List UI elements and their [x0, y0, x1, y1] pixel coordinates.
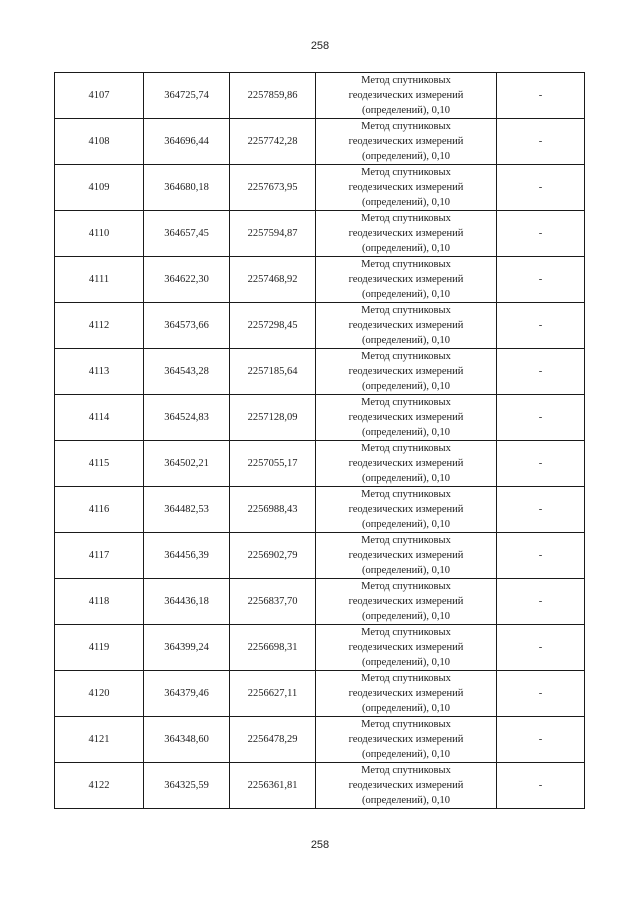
extra-value-cell: - — [497, 303, 585, 349]
x-coordinate-cell: 364482,53 — [144, 487, 230, 533]
method-line: Метод спутниковых — [361, 397, 451, 408]
method-line: (определений), 0,10 — [361, 565, 451, 576]
method-line: Метод спутниковых — [361, 535, 451, 546]
table-row — [55, 165, 585, 211]
method-line: Метод спутниковых — [361, 581, 451, 592]
y-coordinate-cell: 2256478,29 — [230, 717, 316, 763]
extra-value-cell: - — [497, 717, 585, 763]
extra-value-cell: - — [497, 211, 585, 257]
page-number-bottom: 258 — [310, 839, 330, 851]
extra-value-cell: - — [497, 533, 585, 579]
method-cell — [316, 119, 497, 165]
y-coordinate-cell: 2257468,92 — [230, 257, 316, 303]
y-coordinate-cell: 2257128,09 — [230, 395, 316, 441]
y-coordinate-cell: 2257185,64 — [230, 349, 316, 395]
x-coordinate-cell: 364696,44 — [144, 119, 230, 165]
method-line: Метод спутниковых — [361, 489, 451, 500]
method-cell — [316, 625, 497, 671]
method-cell — [316, 165, 497, 211]
method-cell — [316, 763, 497, 809]
method-line: Метод спутниковых — [361, 259, 451, 270]
x-coordinate-cell: 364524,83 — [144, 395, 230, 441]
y-coordinate-cell: 2257673,95 — [230, 165, 316, 211]
table-row — [55, 73, 585, 119]
extra-value-cell: - — [497, 119, 585, 165]
method-line: геодезических измерений — [348, 90, 464, 101]
table-row — [55, 671, 585, 717]
point-number-cell: 4121 — [55, 717, 144, 763]
extra-value-cell: - — [497, 395, 585, 441]
y-coordinate-cell: 2256988,43 — [230, 487, 316, 533]
extra-value-cell: - — [497, 579, 585, 625]
extra-value-cell: - — [497, 671, 585, 717]
point-number-cell: 4117 — [55, 533, 144, 579]
method-line: геодезических измерений — [348, 412, 464, 423]
method-line: Метод спутниковых — [361, 305, 451, 316]
method-line: Метод спутниковых — [361, 765, 451, 776]
x-coordinate-cell: 364680,18 — [144, 165, 230, 211]
method-cell — [316, 533, 497, 579]
extra-value-cell: - — [497, 73, 585, 119]
x-coordinate-cell: 364348,60 — [144, 717, 230, 763]
method-cell — [316, 671, 497, 717]
y-coordinate-cell: 2256902,79 — [230, 533, 316, 579]
method-line: геодезических измерений — [348, 550, 464, 561]
y-coordinate-cell: 2257594,87 — [230, 211, 316, 257]
method-line: геодезических измерений — [348, 228, 464, 239]
method-line: (определений), 0,10 — [361, 243, 451, 254]
method-line: геодезических измерений — [348, 688, 464, 699]
method-line: Метод спутниковых — [361, 75, 451, 86]
method-line: (определений), 0,10 — [361, 657, 451, 668]
table-row — [55, 349, 585, 395]
method-line: Метод спутниковых — [361, 121, 451, 132]
method-line: геодезических измерений — [348, 734, 464, 745]
method-line: Метод спутниковых — [361, 443, 451, 454]
method-cell — [316, 441, 497, 487]
point-number-cell: 4120 — [55, 671, 144, 717]
page-number-top: 258 — [310, 40, 330, 52]
x-coordinate-cell: 364622,30 — [144, 257, 230, 303]
table-row — [55, 211, 585, 257]
point-number-cell: 4114 — [55, 395, 144, 441]
x-coordinate-cell: 364502,21 — [144, 441, 230, 487]
method-line: (определений), 0,10 — [361, 473, 451, 484]
method-line: Метод спутниковых — [361, 719, 451, 730]
point-number-cell: 4107 — [55, 73, 144, 119]
method-line: Метод спутниковых — [361, 351, 451, 362]
table-row — [55, 763, 585, 809]
method-cell — [316, 717, 497, 763]
method-line: (определений), 0,10 — [361, 197, 451, 208]
y-coordinate-cell: 2256627,11 — [230, 671, 316, 717]
point-number-cell: 4115 — [55, 441, 144, 487]
y-coordinate-cell: 2256361,81 — [230, 763, 316, 809]
x-coordinate-cell: 364657,45 — [144, 211, 230, 257]
x-coordinate-cell: 364573,66 — [144, 303, 230, 349]
table-row — [55, 119, 585, 165]
y-coordinate-cell: 2257055,17 — [230, 441, 316, 487]
method-line: Метод спутниковых — [361, 673, 451, 684]
method-line: геодезических измерений — [348, 182, 464, 193]
method-cell — [316, 487, 497, 533]
method-line: геодезических измерений — [348, 504, 464, 515]
method-line: геодезических измерений — [348, 136, 464, 147]
point-number-cell: 4108 — [55, 119, 144, 165]
table-row — [55, 625, 585, 671]
coordinates-table — [54, 72, 585, 809]
coordinates-table-body — [55, 73, 585, 809]
method-line: геодезических измерений — [348, 274, 464, 285]
point-number-cell: 4110 — [55, 211, 144, 257]
extra-value-cell: - — [497, 487, 585, 533]
method-line: геодезических измерений — [348, 780, 464, 791]
method-line: (определений), 0,10 — [361, 151, 451, 162]
method-line: (определений), 0,10 — [361, 519, 451, 530]
extra-value-cell: - — [497, 165, 585, 211]
method-line: (определений), 0,10 — [361, 289, 451, 300]
point-number-cell: 4122 — [55, 763, 144, 809]
method-cell — [316, 395, 497, 441]
method-cell — [316, 211, 497, 257]
table-row — [55, 533, 585, 579]
method-line: (определений), 0,10 — [361, 611, 451, 622]
method-line: Метод спутниковых — [361, 627, 451, 638]
method-line: Метод спутниковых — [361, 167, 451, 178]
x-coordinate-cell: 364436,18 — [144, 579, 230, 625]
x-coordinate-cell: 364543,28 — [144, 349, 230, 395]
method-cell — [316, 303, 497, 349]
y-coordinate-cell: 2257742,28 — [230, 119, 316, 165]
table-row — [55, 303, 585, 349]
table-row — [55, 257, 585, 303]
table-row — [55, 441, 585, 487]
table-row — [55, 579, 585, 625]
point-number-cell: 4109 — [55, 165, 144, 211]
x-coordinate-cell: 364456,39 — [144, 533, 230, 579]
method-line: геодезических измерений — [348, 642, 464, 653]
point-number-cell: 4111 — [55, 257, 144, 303]
x-coordinate-cell: 364379,46 — [144, 671, 230, 717]
method-line: геодезических измерений — [348, 366, 464, 377]
x-coordinate-cell: 364725,74 — [144, 73, 230, 119]
method-line: геодезических измерений — [348, 320, 464, 331]
method-line: Метод спутниковых — [361, 213, 451, 224]
point-number-cell: 4119 — [55, 625, 144, 671]
table-row — [55, 487, 585, 533]
method-cell — [316, 257, 497, 303]
method-line: (определений), 0,10 — [361, 381, 451, 392]
method-line: (определений), 0,10 — [361, 105, 451, 116]
method-cell — [316, 579, 497, 625]
method-line: (определений), 0,10 — [361, 335, 451, 346]
extra-value-cell: - — [497, 625, 585, 671]
method-cell — [316, 73, 497, 119]
method-cell — [316, 349, 497, 395]
x-coordinate-cell: 364399,24 — [144, 625, 230, 671]
extra-value-cell: - — [497, 441, 585, 487]
table-row — [55, 717, 585, 763]
y-coordinate-cell: 2257859,86 — [230, 73, 316, 119]
method-line: (определений), 0,10 — [361, 795, 451, 806]
point-number-cell: 4113 — [55, 349, 144, 395]
point-number-cell: 4112 — [55, 303, 144, 349]
x-coordinate-cell: 364325,59 — [144, 763, 230, 809]
y-coordinate-cell: 2256837,70 — [230, 579, 316, 625]
extra-value-cell: - — [497, 349, 585, 395]
table-row — [55, 395, 585, 441]
extra-value-cell: - — [497, 763, 585, 809]
y-coordinate-cell: 2257298,45 — [230, 303, 316, 349]
point-number-cell: 4118 — [55, 579, 144, 625]
extra-value-cell: - — [497, 257, 585, 303]
method-line: (определений), 0,10 — [361, 427, 451, 438]
method-line: геодезических измерений — [348, 458, 464, 469]
y-coordinate-cell: 2256698,31 — [230, 625, 316, 671]
point-number-cell: 4116 — [55, 487, 144, 533]
method-line: (определений), 0,10 — [361, 749, 451, 760]
method-line: геодезических измерений — [348, 596, 464, 607]
method-line: (определений), 0,10 — [361, 703, 451, 714]
